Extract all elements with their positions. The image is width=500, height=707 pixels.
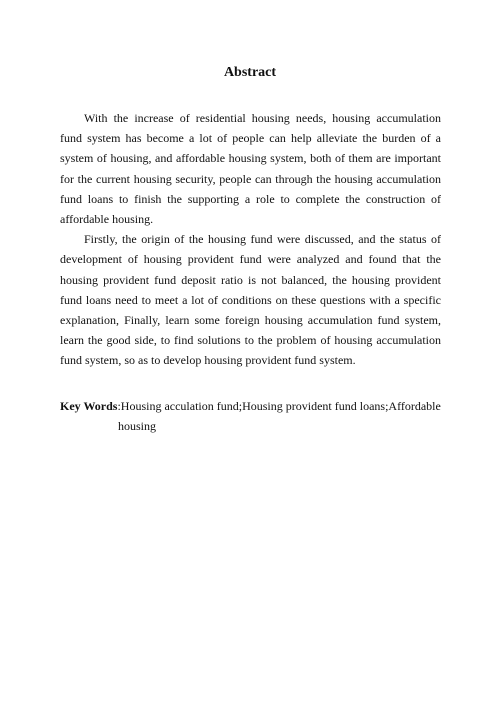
abstract-body [60,108,441,371]
abstract-paragraph-2: Firstly, the origin of the housing fund were discussed, and the status of development of housing provident fund were analyzed and found that the housing provident fund deposit ratio is not balanced, the housing provident fund loans need to meet a lot of conditions on these questions with a specific explanation, Finally, learn some foreign housing accumulation fund system, learn the good side, to find solutions to the problem of housing accumulation fund system, so as to develop housing provident fund system. [60,232,441,368]
keywords-label: Key Words [60,399,118,413]
keywords-list: :Housing acculation fund;Housing provident fund loans;Affordable [117,399,441,413]
keywords-section [60,396,441,436]
abstract-title: Abstract [223,65,277,80]
abstract-paragraph-1: With the increase of residential housing needs, housing accumulation fund system has become a lot of people can help alleviate the burden of a system of housing, and affordable housing system, both of them are important for the current housing security, people can through the housing accumulation fund loans to finish the supporting a role to complete the construction of affordable housing. [60,111,441,227]
keywords-list-continued: housing [118,419,157,433]
